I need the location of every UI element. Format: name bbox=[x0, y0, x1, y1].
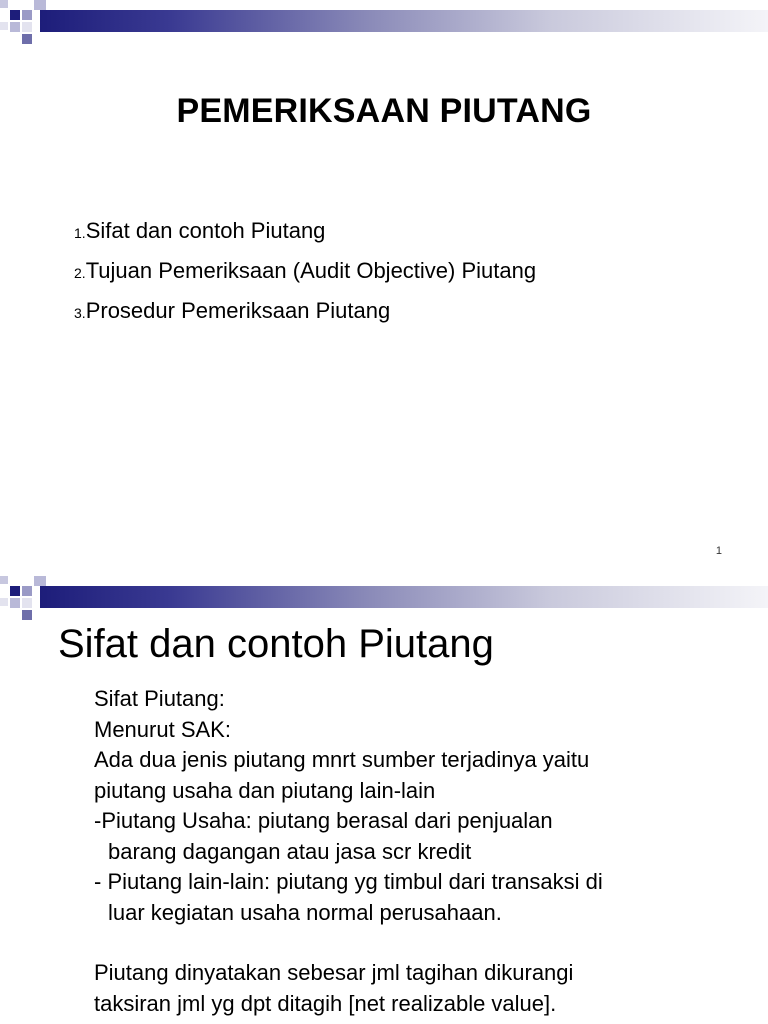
body-line: luar kegiatan usaha normal perusahaan. bbox=[108, 899, 502, 925]
body-line: -Piutang Usaha: piutang berasal dari penjualan bbox=[94, 808, 553, 833]
deco-square bbox=[10, 10, 20, 20]
slide-body bbox=[94, 684, 603, 1019]
deco-square bbox=[22, 586, 32, 596]
agenda-item bbox=[74, 252, 536, 292]
body-line: Ada dua jenis piutang mnrt sumber terjadinya yaitu bbox=[94, 747, 590, 772]
deco-square bbox=[34, 0, 46, 10]
deco-square bbox=[22, 22, 32, 32]
deco-square bbox=[22, 610, 32, 620]
slide-title: PEMERIKSAAN PIUTANG bbox=[176, 92, 592, 130]
deco-square bbox=[22, 34, 32, 44]
agenda-item-number: 3. bbox=[74, 305, 86, 321]
deco-square bbox=[10, 586, 20, 596]
agenda-item-number: 1. bbox=[74, 225, 86, 241]
body-line: Menurut SAK: bbox=[94, 716, 231, 742]
slide-title: Sifat dan contoh Piutang bbox=[58, 622, 494, 666]
body-line: piutang usaha dan piutang lain-lain bbox=[94, 777, 436, 803]
body-line: Piutang dinyatakan sebesar jml tagihan dikurangi bbox=[94, 960, 574, 985]
deco-square bbox=[34, 576, 46, 586]
agenda-item bbox=[74, 212, 536, 252]
deco-square bbox=[22, 10, 32, 20]
slide-2 bbox=[0, 576, 768, 1024]
agenda-item-text: Tujuan Pemeriksaan (Audit Objective) Piutang bbox=[85, 258, 537, 283]
agenda-item-text: Sifat dan contoh Piutang bbox=[85, 218, 326, 243]
spacer bbox=[94, 928, 603, 958]
deco-square bbox=[0, 0, 8, 8]
agenda-list bbox=[74, 212, 536, 332]
body-line: - Piutang lain-lain: piutang yg timbul dari transaksi di bbox=[94, 869, 603, 894]
agenda-item bbox=[74, 292, 536, 332]
deco-square bbox=[0, 598, 8, 606]
body-line: taksiran jml yg dpt ditagih [net realizable value]. bbox=[94, 990, 557, 1016]
deco-square bbox=[10, 598, 20, 608]
deco-square bbox=[0, 22, 8, 30]
agenda-item-text: Prosedur Pemeriksaan Piutang bbox=[85, 298, 391, 323]
deco-square bbox=[10, 22, 20, 32]
header-decoration bbox=[0, 0, 768, 48]
gradient-bar bbox=[40, 10, 768, 32]
body-line: barang dagangan atau jasa scr kredit bbox=[108, 838, 472, 864]
agenda-item-number: 2. bbox=[74, 265, 86, 281]
gradient-bar bbox=[40, 586, 768, 608]
deco-square bbox=[0, 576, 8, 584]
body-line: Sifat Piutang: bbox=[94, 686, 225, 711]
deco-square bbox=[22, 598, 32, 608]
page-number: 1 bbox=[715, 545, 722, 557]
header-decoration bbox=[0, 576, 768, 624]
